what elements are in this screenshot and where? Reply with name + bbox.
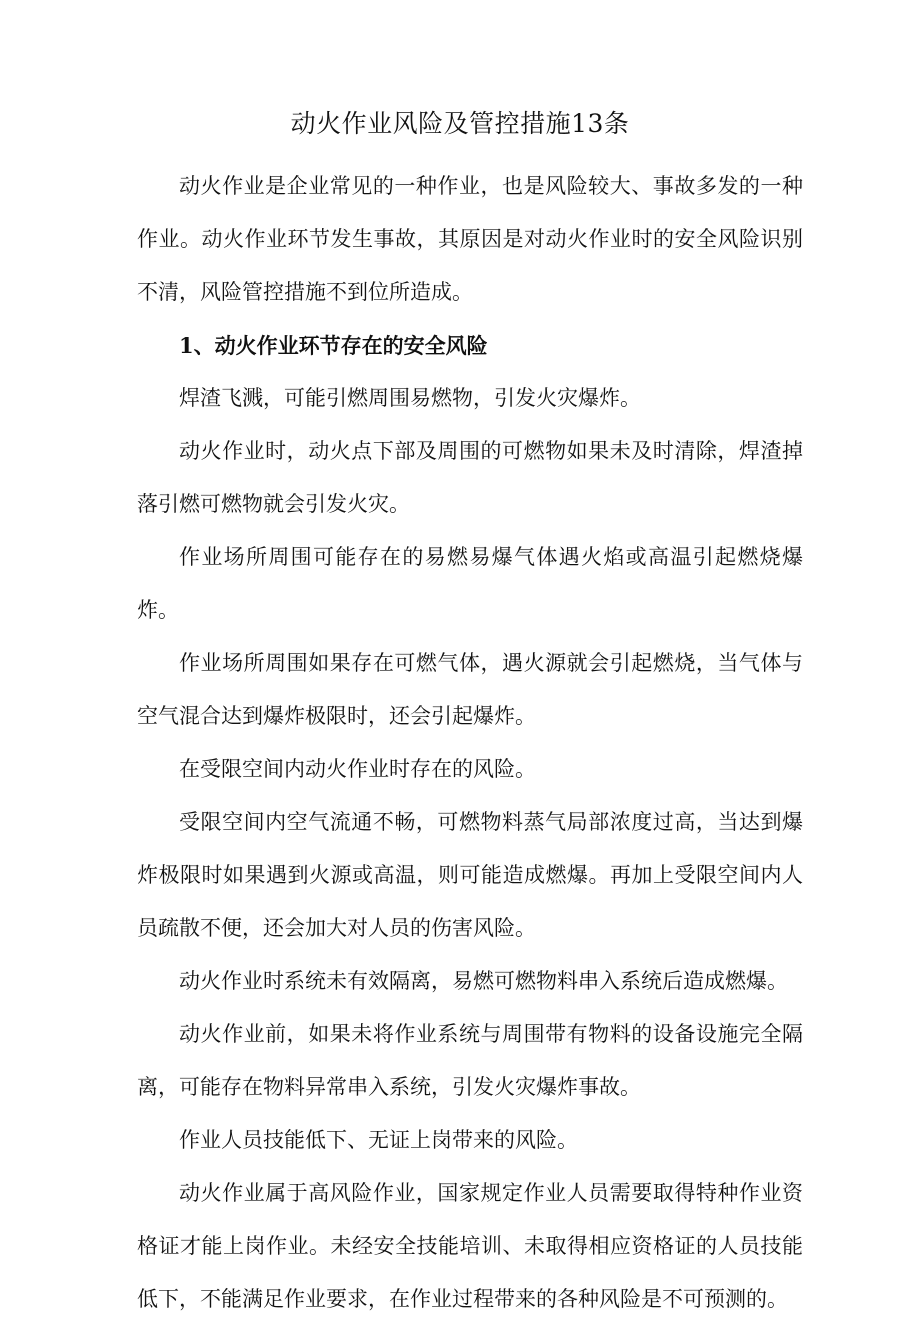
document-body — [137, 160, 803, 1326]
paragraph: 动火作业时系统未有效隔离，易燃可燃物料串入系统后造成燃爆。 — [179, 969, 788, 993]
section-heading: 1、动火作业环节存在的安全风险 — [179, 333, 488, 358]
paragraph: 动火作业是企业常见的一种作业，也是风险较大、事故多发的一种作业。动火作业环节发生事故，其原因是对动火作业时的安全风险识别不清，风险管控措施不到位所造成。 — [137, 174, 803, 304]
paragraph: 动火作业时，动火点下部及周围的可燃物如果未及时清除，焊渣掉落引燃可燃物就会引发火灾。 — [137, 439, 803, 516]
paragraph: 作业人员技能低下、无证上岗带来的风险。 — [179, 1128, 578, 1152]
paragraph: 作业场所周围可能存在的易燃易爆气体遇火焰或高温引起燃烧爆炸。 — [137, 545, 803, 622]
paragraph: 焊渣飞溅，可能引燃周围易燃物，引发火灾爆炸。 — [179, 386, 641, 410]
paragraph: 作业场所周围如果存在可燃气体，遇火源就会引起燃烧，当气体与空气混合达到爆炸极限时，还会引起爆炸。 — [137, 651, 803, 728]
document-title: 动火作业风险及管控措施13条 — [290, 109, 630, 138]
paragraph: 动火作业前，如果未将作业系统与周围带有物料的设备设施完全隔离，可能存在物料异常串入系统，引发火灾爆炸事故。 — [137, 1022, 803, 1099]
paragraph: 受限空间内空气流通不畅，可燃物料蒸气局部浓度过高，当达到爆炸极限时如果遇到火源或高温，则可能造成燃爆。再加上受限空间内人员疏散不便，还会加大对人员的伤害风险。 — [137, 810, 803, 940]
paragraph: 动火作业属于高风险作业，国家规定作业人员需要取得特种作业资格证才能上岗作业。未经安全技能培训、未取得相应资格证的人员技能低下，不能满足作业要求，在作业过程带来的各种风险是不可预测的。 — [137, 1181, 803, 1311]
paragraph: 在受限空间内动火作业时存在的风险。 — [179, 757, 536, 781]
